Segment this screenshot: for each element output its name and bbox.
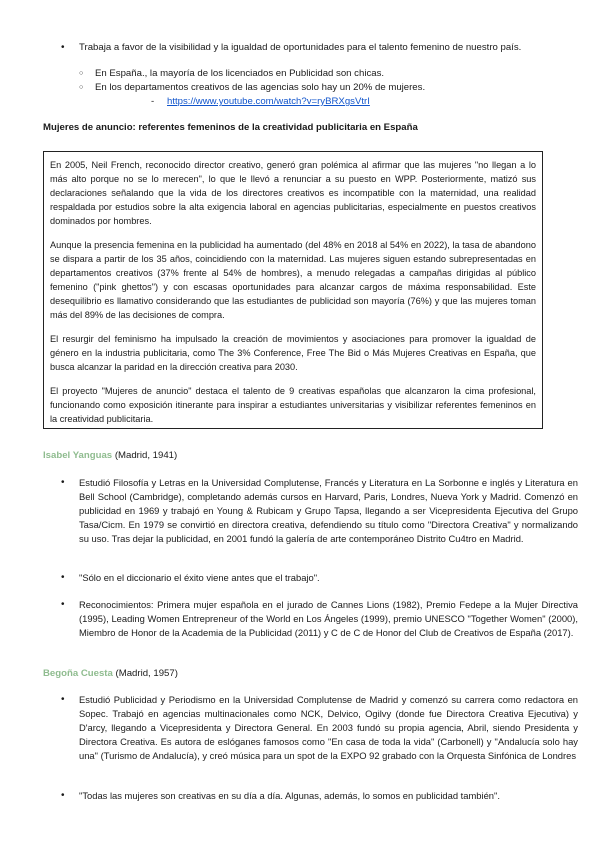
person-detail: (Madrid, 1941) <box>114 450 178 461</box>
person-name: Isabel Yanguas <box>43 450 113 461</box>
person-bullet: • Reconocimientos: Primera mujer española en el jurado de Cannes Lions (1982), Premio Fedepe a la Mujer Directiva (1995), Leading Women Entrepreneur of the World en Los Ángeles (1999), premio UNESCO "Together Women" (2000), Miembro de Honor de la Academia de la Publicidad (2011) y C de C de Honor del Club de Creativos de España (2017). <box>59 598 578 640</box>
section-title: Mujeres de anuncio: referentes femeninos de la creatividad publicitaria en España <box>43 122 418 133</box>
person-bullet: • "Todas las mujeres son creativas en su día a día. Algunas, además, lo somos en publicidad también". <box>59 789 578 803</box>
person-heading <box>43 450 177 461</box>
box-paragraph: En 2005, Neil French, reconocido director creativo, generó gran polémica al afirmar que las mujeres "no llegan a lo más alto porque no se lo merecen", lo que le llevó a renunciar a su puesto en WPP. Posteriormente, matizó sus declaraciones señalando que la vida de los directores creativos es incompatible con la maternidad, una realidad respaldada por estudios sobre la alta exigencia laboral en agencias publicitarias, especialmente en puestos creativos dominados por hombres. <box>50 160 536 226</box>
person-heading <box>43 668 178 679</box>
box-paragraph: El resurgir del feminismo ha impulsado la creación de movimientos y asociaciones para promover la igualdad de género en la industria publicitaria, como The 3% Conference, Free The Bid o Más Mujeres Creativas en España, que busca alcanzar la paridad en la dirección creativa para 2030. <box>50 334 536 372</box>
person-detail: (Madrid, 1957) <box>115 668 178 679</box>
intro-bullet: • Trabaja a favor de la visibilidad y la igualdad de oportunidades para el talento femenino de nuestro país. <box>59 41 559 55</box>
youtube-link[interactable]: https://www.youtube.com/watch?v=ryBRXgsVtrI <box>167 96 370 107</box>
video-link-item <box>59 95 559 109</box>
intro-sub-item: ○ En España., la mayoría de los licenciados en Publicidad son chicas. <box>59 67 559 81</box>
person-bullet: • "Sólo en el diccionario el éxito viene antes que el trabajo". <box>59 571 578 585</box>
box-paragraph: Aunque la presencia femenina en la publicidad ha aumentado (del 48% en 2018 al 54% en 2022), la tasa de abandono se dispara a partir de los 35 años, coincidiendo con la maternidad. Las mujeres siguen estando subrepresentadas en departamentos creativos (37% frente al 54% de hombres), a menudo relegadas a campañas dirigidas al público femenino ("pink ghettos") y con escasas oportunidades para alcanzar cargos de máxima responsabilidad. Este desequilibrio es llamativo considerando que las estudiantes de publicidad son mayoría (76%) y que las mujeres toman más del 89% de las decisiones de compra. <box>50 240 536 320</box>
person-bullet: • Estudió Publicidad y Periodismo en la Universidad Complutense de Madrid y comenzó su carrera como redactora en Sopec. Trabajó en agencias multinacionales como NCK, Delvico, Ogilvy (donde fue Directora Creativa Ejecutiva) y D'arcy, llegando a Vicepresidenta y Directora General. En 2003 fundó su propia agencia, Abril, siendo Presidenta y Directora Creativa. Es autora de eslóganes famosos como "En casa de toda la vida" (Carbonell) y "Andalucía solo hay una" (Turismo de Andalucía), y creó música para un spot de la EXPO 92 grabado con la Orquesta Sinfónica de Londres <box>59 693 578 763</box>
person-name: Begoña Cuesta <box>43 668 113 679</box>
box-paragraph: El proyecto "Mujeres de anuncio" destaca el talento de 9 creativas españolas que alcanzaron la cima profesional, funcionando como exposición itinerante para inspirar a estudiantes universitarias y visibilizar referentes femeninos en la creatividad publicitaria. <box>50 386 536 424</box>
intro-sub-item: ○ En los departamentos creativos de las agencias solo hay un 20% de mujeres. <box>59 81 559 95</box>
person-bullet: • Estudió Filosofía y Letras en la Universidad Complutense, Francés y Literatura en La Sorbonne e inglés y Literatura en Bell School (Cambridge), completando además cursos en Harvard, Paris, Londres, Nueva York y Madrid. Comenzó en publicidad en 1969 y trabajó en Young & Rubicam y Grupo Tapsa, llegando a ser Vicepresidenta Ejecutiva del Grupo Tasa/Cicm. En 1979 se convirtió en directora creativa, defendiendo su título como "Directora Creativa" y normalizando su uso. Tras dejar la publicidad, en 2001 fundó la galería de arte contemporáneo Distrito Cu4tro en Madrid. <box>59 476 578 546</box>
intro-list <box>59 41 559 109</box>
context-box <box>43 151 543 429</box>
